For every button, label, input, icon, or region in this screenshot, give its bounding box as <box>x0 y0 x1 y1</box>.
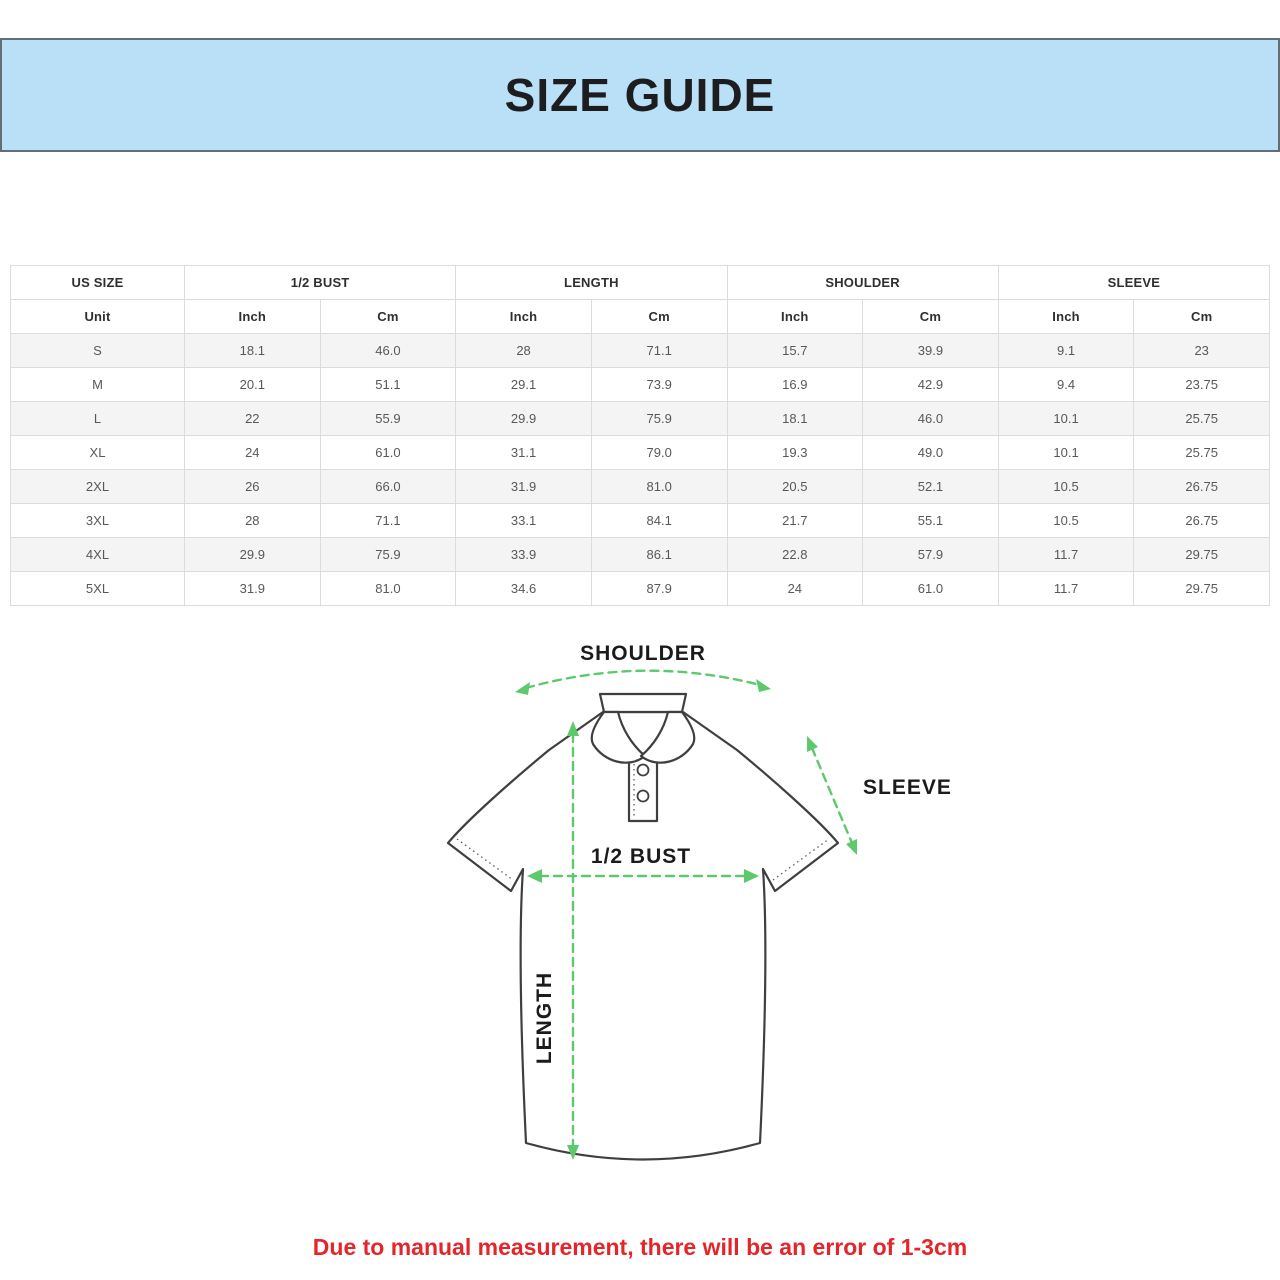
table-cell: 33.1 <box>456 504 592 538</box>
table-row-m <box>11 368 1270 402</box>
table-cell: 71.1 <box>320 504 456 538</box>
table-cell: 66.0 <box>320 470 456 504</box>
table-cell: 20.1 <box>185 368 321 402</box>
size-table-container <box>10 265 1270 606</box>
table-cell: 49.0 <box>863 436 999 470</box>
table-cell: 79.0 <box>591 436 727 470</box>
column-header-us-size: US SIZE <box>11 266 185 300</box>
table-cell: 9.1 <box>998 334 1134 368</box>
unit-header: Cm <box>320 300 456 334</box>
unit-header: Cm <box>1134 300 1270 334</box>
size-cell: 5XL <box>11 572 185 606</box>
size-table <box>10 265 1270 606</box>
table-cell: 87.9 <box>591 572 727 606</box>
shoulder-measure-arrow <box>526 671 760 688</box>
table-unit-header-row <box>11 300 1270 334</box>
table-cell: 33.9 <box>456 538 592 572</box>
table-row-xl <box>11 436 1270 470</box>
collar-band <box>600 694 686 712</box>
column-header-shoulder: SHOULDER <box>727 266 998 300</box>
table-row-l <box>11 402 1270 436</box>
arrowhead <box>567 721 579 736</box>
arrowhead <box>515 682 530 695</box>
table-cell: 51.1 <box>320 368 456 402</box>
table-group-header-row <box>11 266 1270 300</box>
table-cell: 24 <box>185 436 321 470</box>
table-row-s <box>11 334 1270 368</box>
table-cell: 75.9 <box>320 538 456 572</box>
table-cell: 81.0 <box>591 470 727 504</box>
table-cell: 22.8 <box>727 538 863 572</box>
table-cell: 25.75 <box>1134 402 1270 436</box>
table-cell: 21.7 <box>727 504 863 538</box>
table-cell: 15.7 <box>727 334 863 368</box>
unit-header: Inch <box>998 300 1134 334</box>
table-cell: 31.1 <box>456 436 592 470</box>
table-cell: 28 <box>456 334 592 368</box>
table-cell: 26.75 <box>1134 470 1270 504</box>
table-cell: 24 <box>727 572 863 606</box>
table-cell: 61.0 <box>863 572 999 606</box>
unit-header: Inch <box>185 300 321 334</box>
table-cell: 57.9 <box>863 538 999 572</box>
unit-header: Cm <box>591 300 727 334</box>
table-cell: 16.9 <box>727 368 863 402</box>
table-cell: 26.75 <box>1134 504 1270 538</box>
page-title: SIZE GUIDE <box>504 69 776 121</box>
unit-header: Inch <box>727 300 863 334</box>
arrowhead <box>756 679 771 692</box>
table-cell: 25.75 <box>1134 436 1270 470</box>
table-cell: 20.5 <box>727 470 863 504</box>
table-cell: 11.7 <box>998 538 1134 572</box>
column-header-half-bust: 1/2 BUST <box>185 266 456 300</box>
table-cell: 23.75 <box>1134 368 1270 402</box>
size-cell: M <box>11 368 185 402</box>
table-cell: 46.0 <box>320 334 456 368</box>
table-cell: 55.9 <box>320 402 456 436</box>
table-cell: 73.9 <box>591 368 727 402</box>
table-cell: 29.75 <box>1134 572 1270 606</box>
table-cell: 52.1 <box>863 470 999 504</box>
table-row-4xl <box>11 538 1270 572</box>
size-cell: 3XL <box>11 504 185 538</box>
table-cell: 75.9 <box>591 402 727 436</box>
table-cell: 39.9 <box>863 334 999 368</box>
column-header-sleeve: SLEEVE <box>998 266 1269 300</box>
table-cell: 29.9 <box>456 402 592 436</box>
size-cell: S <box>11 334 185 368</box>
table-cell: 81.0 <box>320 572 456 606</box>
table-cell: 10.5 <box>998 470 1134 504</box>
table-cell: 11.7 <box>998 572 1134 606</box>
table-cell: 55.1 <box>863 504 999 538</box>
table-cell: 31.9 <box>185 572 321 606</box>
column-header-length: LENGTH <box>456 266 727 300</box>
table-cell: 10.1 <box>998 402 1134 436</box>
table-row-5xl <box>11 572 1270 606</box>
table-cell: 18.1 <box>727 402 863 436</box>
table-cell: 29.9 <box>185 538 321 572</box>
size-cell: 2XL <box>11 470 185 504</box>
sleeve-label: SLEEVE <box>863 776 952 799</box>
table-cell: 86.1 <box>591 538 727 572</box>
unit-header: Unit <box>11 300 185 334</box>
table-cell: 23 <box>1134 334 1270 368</box>
table-cell: 28 <box>185 504 321 538</box>
button <box>638 765 649 776</box>
table-cell: 18.1 <box>185 334 321 368</box>
table-cell: 10.5 <box>998 504 1134 538</box>
unit-header: Cm <box>863 300 999 334</box>
measurement-note: Due to manual measurement, there will be an error of 1-3cm <box>312 1234 968 1260</box>
table-cell: 29.1 <box>456 368 592 402</box>
size-cell: XL <box>11 436 185 470</box>
table-cell: 22 <box>185 402 321 436</box>
table-row-3xl <box>11 504 1270 538</box>
table-cell: 9.4 <box>998 368 1134 402</box>
unit-header: Inch <box>456 300 592 334</box>
table-cell: 26 <box>185 470 321 504</box>
table-cell: 29.75 <box>1134 538 1270 572</box>
table-cell: 61.0 <box>320 436 456 470</box>
table-cell: 10.1 <box>998 436 1134 470</box>
size-guide-banner <box>0 38 1280 152</box>
half-bust-label: 1/2 BUST <box>590 845 692 868</box>
table-cell: 31.9 <box>456 470 592 504</box>
polo-shirt-diagram <box>423 628 983 1188</box>
table-cell: 34.6 <box>456 572 592 606</box>
size-cell: 4XL <box>11 538 185 572</box>
table-cell: 46.0 <box>863 402 999 436</box>
shoulder-label: SHOULDER <box>580 642 706 665</box>
size-cell: L <box>11 402 185 436</box>
table-row-2xl <box>11 470 1270 504</box>
button <box>638 791 649 802</box>
table-cell: 84.1 <box>591 504 727 538</box>
table-cell: 19.3 <box>727 436 863 470</box>
length-label: LENGTH <box>533 971 556 1065</box>
table-cell: 71.1 <box>591 334 727 368</box>
table-cell: 42.9 <box>863 368 999 402</box>
